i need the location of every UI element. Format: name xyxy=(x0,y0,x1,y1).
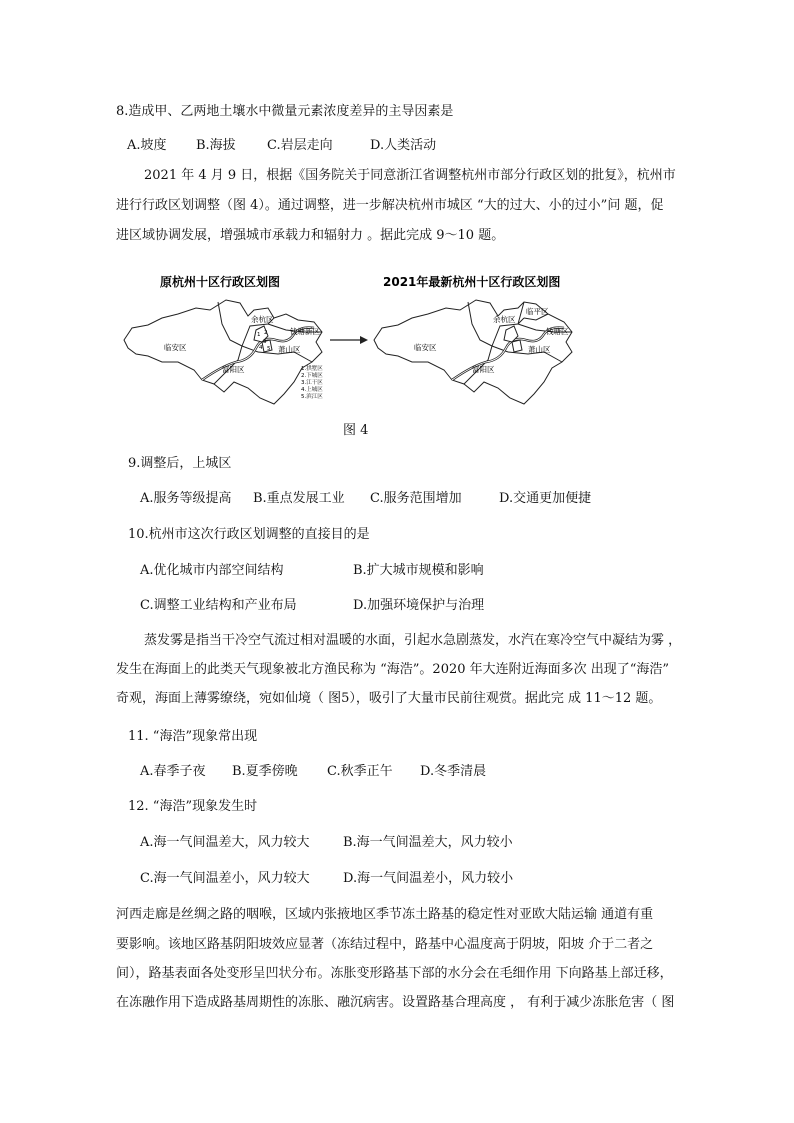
q8-option-d: D.人类活动 xyxy=(370,138,437,153)
q10-option-a: A.优化城市内部空间结构 xyxy=(140,563,284,578)
arrow-icon xyxy=(330,336,368,344)
left-num-4: 4 xyxy=(259,345,263,351)
q10-stem: 10.杭州市这次行政区划调整的直接目的是 xyxy=(128,527,370,542)
q9-option-a: A.服务等级提高 xyxy=(140,491,232,506)
right-label-linping: 临平区 xyxy=(526,307,549,316)
right-map-title: 2021年最新杭州十区行政区划图 xyxy=(383,275,561,289)
q9-stem: 9.调整后，上城区 xyxy=(128,456,232,471)
passage2-line-1: 蒸发雾是指当干冷空气流过相对温暖的水面，引起水急剧蒸发，水汽在寒冷空气中凝结为雾 ， xyxy=(144,633,682,648)
legend-item-1: 1.拱墅区 xyxy=(301,366,323,372)
passage1-line-2: 进行行政区划调整（图 4）。通过调整，进一步解决杭州市城区 “大的过大、小的过小”问 题，促 xyxy=(116,198,664,213)
q12-option-b: B.海一气间温差大，风力较小 xyxy=(343,835,513,850)
legend-item-5: 5.滨江区 xyxy=(301,394,323,400)
legend-item-4: 4.上城区 xyxy=(301,387,323,393)
legend xyxy=(301,364,323,400)
passage3-line-3: 间），路基表面各处变形呈凹状分布。冻胀变形路基下部的水分会在毛细作用 下向路基上部迁移， xyxy=(116,966,673,981)
passage2-line-2: 发生在海面上的此类天气现象被北方渔民称为 “海浩”。2020 年大连附近海面多次 出现了“海浩” xyxy=(116,662,670,677)
figure-4-caption: 图 4 xyxy=(343,423,369,438)
q11-stem: 11. “海浩”现象常出现 xyxy=(128,729,258,744)
passage3-line-2: 要影响。该地区路基阴阳坡效应显著（冻结过程中，路基中心温度高于阴坡，阳坡 介于二者之 xyxy=(116,937,654,952)
left-label-yuhang: 余杭区 xyxy=(251,315,274,324)
passage3-line-4: 在冻融作用下造成路基周期性的冻胀、融沉病害。设置路基合理高度 ， 有利于减少冻胀危害（ 图 xyxy=(116,995,675,1010)
q10-option-d: D.加强环境保护与治理 xyxy=(353,598,485,613)
q12-option-d: D.海一气间温差小，风力较小 xyxy=(343,871,514,886)
left-map-title: 原杭州十区行政区划图 xyxy=(160,275,281,289)
legend-item-3: 3.江干区 xyxy=(301,380,323,386)
q10-option-b: B.扩大城市规模和影响 xyxy=(353,563,484,578)
left-num-1: 1 xyxy=(257,332,261,338)
q10-option-c: C.调整工业结构和产业布局 xyxy=(140,598,297,613)
passage2-line-3: 奇观，海面上薄雾缭绕，宛如仙境（ 图5），吸引了大量市民前往观赏。据此完 成 11～12 题。 xyxy=(116,691,662,706)
right-label-qiantang: 钱塘区 xyxy=(546,327,569,336)
right-label-fuyang: 富阳区 xyxy=(472,365,495,374)
q9-option-d: D.交通更加便捷 xyxy=(499,491,592,506)
passage1-line-3: 进区域协调发展，增强城市承载力和辐射力 。据此完成 9～10 题。 xyxy=(116,228,505,243)
q11-option-a: A.春季子夜 xyxy=(140,764,206,779)
passage1-line-1: 2021 年 4 月 9 日，根据《国务院关于同意浙江省调整杭州市部分行政区划的批复》，杭州市 xyxy=(144,168,676,183)
q8-stem: 8.造成甲、乙两地土壤水中微量元素浓度差异的主导因素是 xyxy=(116,104,454,119)
left-num-2: 2 xyxy=(264,330,268,336)
q9-option-c: C.服务范围增加 xyxy=(370,491,462,506)
right-label-yuhang: 余杭区 xyxy=(493,315,516,324)
q8-option-a: A.坡度 xyxy=(127,138,167,153)
q11-option-c: C.秋季正午 xyxy=(327,764,393,779)
q11-option-b: B.夏季傍晚 xyxy=(232,764,298,779)
q12-option-a: A.海一气间温差大，风力较大 xyxy=(140,835,310,850)
left-label-qiantangxin: 钱塘新区 xyxy=(290,327,320,336)
right-label-xiaoshan: 萧山区 xyxy=(528,345,551,354)
q12-option-c: C.海一气间温差小，风力较大 xyxy=(140,871,310,886)
left-label-linan: 临安区 xyxy=(164,343,187,352)
q8-option-b: B.海拔 xyxy=(196,138,236,153)
q8-option-c: C.岩层走向 xyxy=(267,138,333,153)
left-label-xiaoshan: 萧山区 xyxy=(278,345,301,354)
figure-4-maps xyxy=(118,270,596,410)
left-label-fuyang: 富阳区 xyxy=(222,365,245,374)
q9-option-b: B.重点发展工业 xyxy=(253,491,345,506)
q12-stem: 12. “海浩”现象发生时 xyxy=(128,799,258,814)
right-label-linan: 临安区 xyxy=(414,343,437,352)
legend-item-2: 2.下城区 xyxy=(301,373,323,379)
passage3-line-1: 河西走廊是丝绸之路的咽喉，区域内张掖地区季节冻土路基的稳定性对亚欧大陆运输 通道有重 xyxy=(116,907,654,922)
left-num-3: 3 xyxy=(263,339,267,345)
left-num-5: 5 xyxy=(267,346,271,352)
q11-option-d: D.冬季清晨 xyxy=(420,764,487,779)
